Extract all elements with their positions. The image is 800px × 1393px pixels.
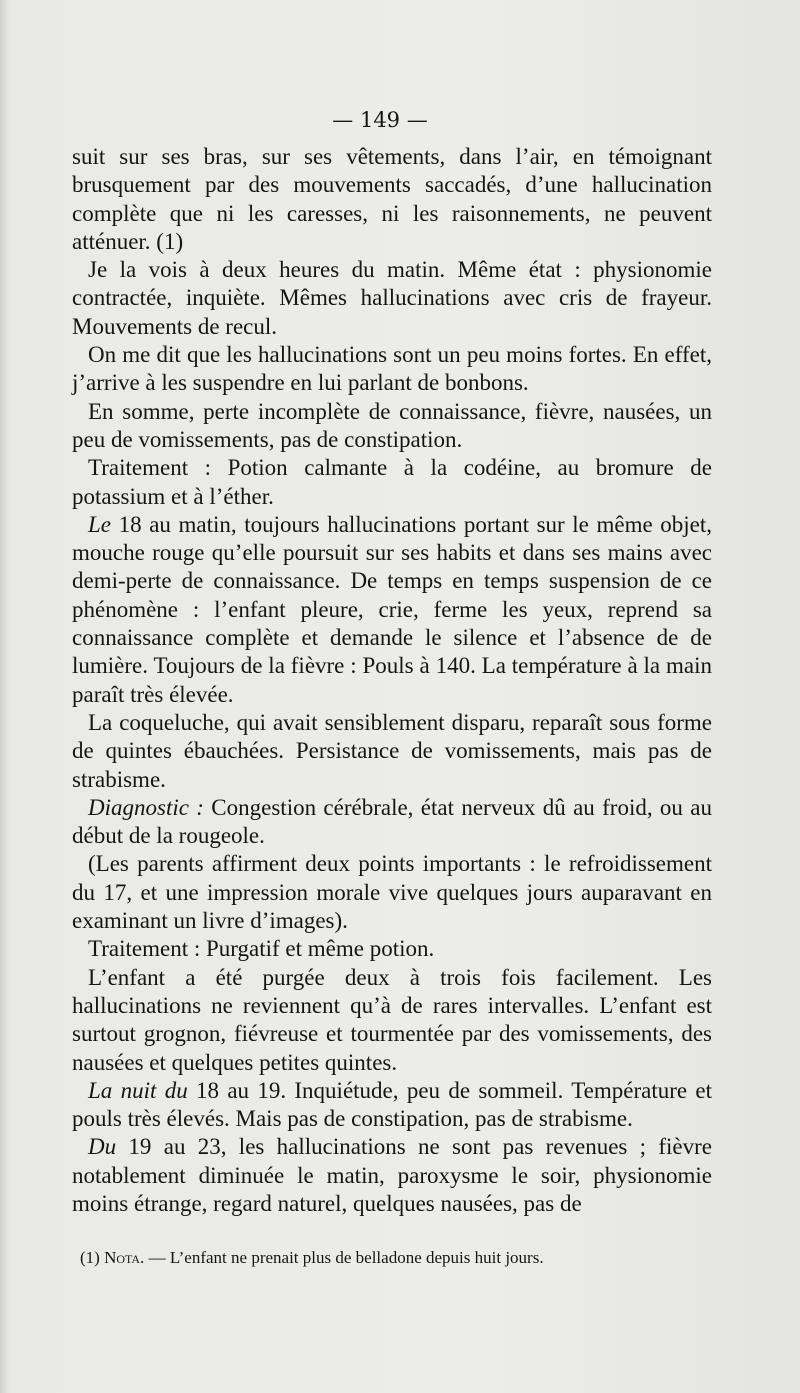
paragraph-lead: Diagnostic : [88, 794, 204, 820]
body-text [72, 143, 712, 1218]
paragraph: Traitement : Purgatif et même potion. [88, 936, 435, 962]
paragraph: On me dit que les hallucinations sont un peu moins fortes. En effet, j’arrive à les suspendre en lui parlant de bonbons. [72, 342, 712, 396]
footnote-marker: (1) [80, 1248, 100, 1267]
paragraph: (Les parents affirment deux points importants : le refroidissement du 17, et une impression morale vive quelques jours auparavant en examinant un livre d’images). [72, 851, 712, 934]
paragraph: En somme, perte incomplète de connaissance, fièvre, nausées, un peu de vomissements, pas de constipation. [72, 398, 712, 452]
footnote-text: — L’enfant ne prenait plus de belladone depuis huit jours. [148, 1248, 544, 1267]
paragraph: La nuit du 18 au 19. Inquiétude, peu de sommeil. Température et pouls très élevés. Mais pas de constipation, pas de strabisme. [72, 1077, 713, 1132]
paragraph-lead: La nuit du [88, 1077, 188, 1103]
paragraph-lead: Du [88, 1134, 117, 1160]
paragraph: Le 18 au matin, toujours hallucinations portant sur le même objet, mouche rouge qu’elle poursuit sur ses habits et dans ses mains avec demi-perte de connaissance. De temps en temps suspension de ce phénomène : l’enfant pleure, crie, ferme les yeux, reprend sa connaissance complète et demande le silence et l’absence de de lumière. Toujours de la fièvre : Pouls à 140. La température à la main paraît très élevée. [72, 511, 712, 707]
paragraph: La coqueluche, qui avait sensiblement disparu, reparaît sous forme de quintes ébauchées. Persistance de vomissements, mais pas de strabisme. [72, 709, 712, 792]
paragraph: Du 19 au 23, les hallucinations ne sont pas revenues ; fièvre notablement diminuée le matin, paroxysme le soir, physionomie moins étrange, regard naturel, quelques nausées, pas de [72, 1134, 712, 1216]
paragraph: suit sur ses bras, sur ses vêtements, dans l’air, en témoignant brusquement par des mouvements saccadés, d’une hallucination complète que ni les caresses, ni les raisonnements, ne peuvent atténuer. (1) [72, 144, 712, 254]
footnote [80, 1248, 720, 1268]
paragraph-lead: Le [88, 511, 111, 537]
paragraph: Diagnostic : Congestion cérébrale, état nerveux dû au froid, ou au début de la rougeole. [72, 794, 712, 849]
paragraph: L’enfant a été purgée deux à trois fois facilement. Les hallucinations ne reviennent qu’à de rares intervalles. L’enfant est surtout grognon, fiévreuse et tourmentée par des vomissements, des nausées et quelques petites quintes. [72, 964, 712, 1075]
page-number: — 149 — [332, 108, 428, 132]
paragraph: Je la vois à deux heures du matin. Même état : physionomie contractée, inquiète. Mêmes hallucinations avec cris de frayeur. Mouvements de recul. [72, 257, 712, 339]
paragraph: Traitement : Potion calmante à la codéine, au bromure de potassium et à l’éther. [72, 455, 712, 509]
footnote-label: Nota. [104, 1248, 145, 1267]
